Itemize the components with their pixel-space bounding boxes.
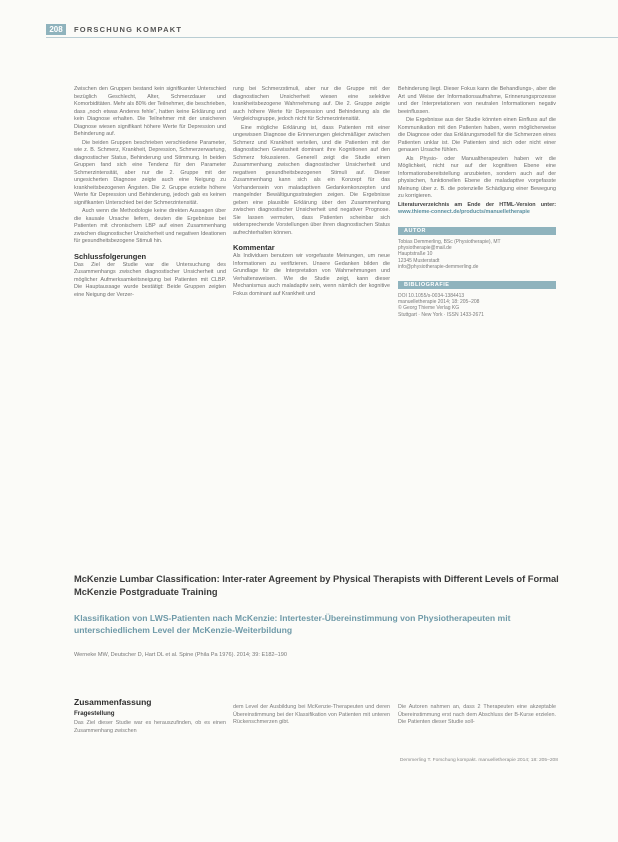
summary-column-3: Die Autoren nahmen an, dass 2 Therapeuten eine akzeptable Übereinstimmung erst nach dem Abschluss der B-Kurse erzielen. Die Patienten dieser Studie soll- (398, 704, 556, 725)
header-rule (46, 37, 618, 38)
author-line: Tobias Demmerling, BSc (Physiotherapie), MT (398, 238, 501, 245)
author-label: AUTOR (404, 227, 426, 234)
column-3 (398, 86, 556, 318)
article-citation: Werneke MW, Deutscher D, Hart DL et al. Spine (Phila Pa 1976). 2014; 39: E182–190 (74, 652, 287, 658)
bibliography-line: © Georg Thieme Verlag KG (398, 305, 460, 312)
paragraph: Die Ergebnisse aus der Studie könnten einen Einfluss auf die Kommunikation mit den Patienten haben, wenn möglicherweise die Diagnose oder das Erklärungsmodell für die Schmerzen eines Patienten unklar ist. Die Patienten sind sich oder nicht einer genauen Ursache fühlen. (398, 117, 556, 153)
paragraph: Die beiden Gruppen beschrieben verschiedene Parameter, wie z. B. Schmerz, Krankheit, Depression, Schmerzerwartung, diagnostischer Status, Behinderung und Stimmung. In beiden Gruppen fand sich eine Tendenz für den Parameter Schmerzintensität, aber nur die 2. Gruppe mit der ungesicherten Diagnose zeigte auch eine Neigung zu krankheitsbezogenen Ängsten. Die 2. Gruppe erzielte höhere Werte für Depression und Behinderung, jedoch gab es keinen signifikanten Unterschied bei der Schmerzintensität. (74, 139, 226, 206)
bibliography-label: BIBLIOGRAFIE (404, 281, 450, 288)
bibliography-box-header (398, 281, 556, 289)
summary-column-1: Das Ziel dieser Studie war es herauszufinden, ob es einen Zusammenhang zwischen (74, 720, 226, 734)
heading-conclusions: Schlussfolgerungen (74, 251, 147, 261)
paragraph: Eine mögliche Erklärung ist, dass Patienten mit einer ungewissen Diagnose die Erinnerungen gleichmäßiger zwischen Schmerz und Krankheit verteilen, und die Patienten mit der diagnostischen Gewissheit dominant ihre Kognitionen auf den Schmerz fokussieren. Generell zeigt die Studie einen Zusammenhang zwischen diagnostischer Unsicherheit und negativen gesundheitsbezogenen Stimuli auf. Dieser Zusammenhang kann sich als ein Konzept für das Vorhandensein von maladaptiven Gedankenkonzepten und mangelnder Bewältigungsstrategien zeigen. Die Ergebnisse geben eine plausible Erklärung über den Zusammenhang zwischen diagnostischer Unsicherheit und negativer Prognose. Sie lassen vermuten, dass Patienten scheinbar sich widersprechende Vorstellungen über ihren diagnostischen Status aufrechterhalten können. (233, 124, 390, 236)
summary-heading: Zusammenfassung (74, 697, 152, 707)
author-line: 12345 Musterstadt (398, 257, 440, 264)
literature-note (398, 202, 556, 217)
bibliography-line: Stuttgart · New York · ISSN 1433-2671 (398, 311, 484, 318)
page-footer: Demmerling T. Forschung kompakt. manuelletherapie 2014; 18: 205–208 (399, 758, 558, 763)
paragraph: Als Individuen benutzen wir vorgefasste Meinungen, um neue Informationen zu verifizieren. Unsere Gedanken bilden die Grundlage für die Interpretation von Wahrnehmungen und Verhaltensweisen. Wie die Studie zeigt, kann dieser Mechanismus auch maladaptiv sein, wenn nämlich der kognitive Fokus dominant auf Krankheit und (233, 253, 390, 297)
literature-text: Literaturverzeichnis am Ende der HTML-Version unter: (398, 201, 556, 208)
column-1 (74, 86, 226, 300)
page-number: 208 (46, 24, 66, 35)
author-line: Hauptstraße 10 (398, 251, 433, 258)
question-heading: Fragestellung (74, 710, 115, 717)
paragraph: Das Ziel der Studie war die Untersuchung des Zusammenhangs zwischen diagnostischer Unsicherheit und möglicher Aufmerksamkeitsneigung bei Patienten mit CLBP. Die Hauptaussage wurde bestätigt: Beide Gruppen zeigten eine Neigung der Verzer- (74, 261, 226, 298)
article-subtitle: Klassifikation von LWS-Patienten nach McKenzie: Intertester-Übereinstimmung von Physiotherapeuten mit unterschiedlichem Level der McKenzie-Weiterbildung (74, 613, 511, 635)
bibliography-line: DOI 10.1055/s-0034-1384413 (398, 292, 465, 299)
paragraph: Zwischen den Gruppen bestand kein signifikanter Unterschied bezüglich Geschlecht, Alter, Schmerzdauer und Komorbiditäten. Mehr als 80% der Teilnehmer, die beschrieben, dass „noch etwas Anderes fehle“, hatten keine Erklärung und kein Diagnose erhalten. Die Teilnehmer mit der unsicheren Diagnose wiesen signifikant höhere Werte für Depression und Behinderung auf. (74, 86, 226, 137)
author-box (398, 235, 556, 271)
paragraph: Behinderung liegt. Dieser Fokus kann die Behandlungs-, aber die Art und Weise der Informationsaufnahme, Erinnerungsprozesse und der Interpretationen von neutralen Informationen negativ beeinflussen. (398, 86, 556, 115)
article-title: McKenzie Lumbar Classification: Inter-rater Agreement by Physical Therapists with Different Levels of Formal McKenzie Postgraduate Training (74, 574, 559, 597)
section-title: FORSCHUNG KOMPAKT (74, 25, 183, 34)
summary-column-2: dem Level der Ausbildung bei McKenzie-Therapeuten und deren Übereinstimmung bei der Klassifikation von Patienten mit unteren Rückenschmerzen gibt. (233, 704, 390, 725)
author-line: physiotherapie@mail.de (398, 244, 452, 251)
bibliography-line: manuelletherapie 2014; 18: 205–208 (398, 298, 480, 305)
column-2 (233, 86, 390, 299)
paragraph: Als Physio- oder Manualtherapeuten haben wir die Möglichkeit, nicht nur auf der kognitiven Ebene eine Informationsbereitstellung anzubieten, sondern auch auf der physischen, funktionellen Ebene die maladaptive vorgefasste Meinung über z. B. die potenzielle Schädigung einer Bewegung zu korrigieren. (398, 155, 556, 199)
heading-comment: Kommentar (233, 243, 275, 252)
author-box-header (398, 227, 556, 235)
bibliography-box (398, 289, 556, 319)
paragraph: rung bei Schmerzstimuli, aber nur die Gruppe mit der diagnostischen Unsicherheit wiesen eine selektive krankheitsbezogene Wahrnehmung auf. Die 2. Gruppe zeigte auch höhere Werte für Depression und Behinderung als die Vergleichsgruppe, jedoch nicht für Schmerzintensität. (233, 86, 390, 122)
author-line: info@physiotherapie-demmerling.de (398, 264, 479, 271)
literature-link[interactable]: www.thieme-connect.de/products/manuelletherapie (398, 209, 530, 215)
paragraph: Auch wenn die Methodologie keine direkten Aussagen über die kausale Ursache liefern, deuten die Ergebnisse bei Patienten mit chronischem LBP auf einen Zusammenhang zwischen diagnostischer Unsicherheit und negativen Ideationen für gesundheitsbezogene Stimuli hin. (74, 208, 226, 244)
